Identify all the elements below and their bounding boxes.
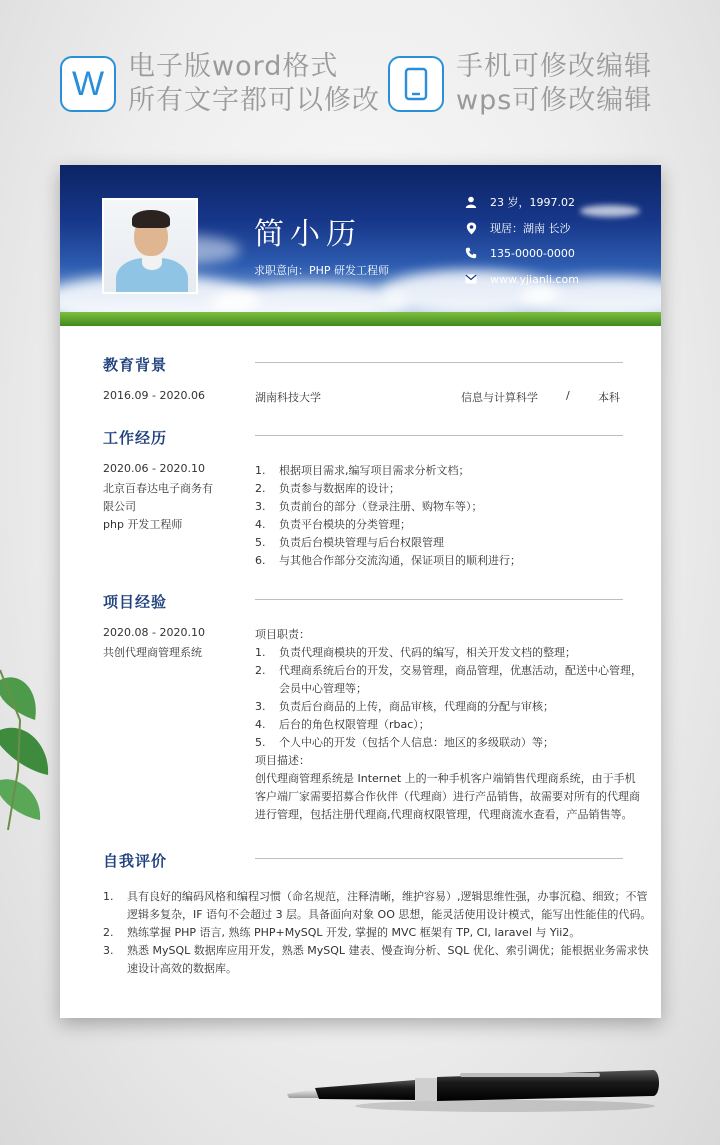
list-item: 3. 熟悉 MySQL 数据库应用开发，熟悉 MySQL 建表、慢查询分析、SQL 优化、索引调优；能根据业务需求快 (103, 944, 649, 957)
list-item: 6. 与其他合作部分交流沟通，保证项目的顺利进行； (255, 554, 521, 567)
pen-decoration (285, 1058, 665, 1118)
word-icon: W (60, 56, 116, 112)
work-company-cont: 限公司 (103, 500, 136, 513)
project-duty-label: 项目职责： (255, 628, 310, 641)
promo-mobile-title: 手机可修改编辑 (456, 51, 652, 82)
section-title-project: 项目经验 (103, 593, 168, 611)
avatar (102, 198, 198, 294)
user-icon (464, 195, 478, 209)
job-intent: 求职意向：PHP 研发工程师 (254, 264, 390, 277)
promo-mobile (388, 48, 652, 120)
phone-device-icon (388, 56, 444, 112)
contact-age: 23 岁，1997.02 (464, 194, 575, 210)
section-title-work: 工作经历 (103, 429, 168, 447)
promo-word-title: 电子版word格式 (128, 51, 339, 82)
plant-decoration (0, 660, 60, 850)
list-item-continuation: 会员中心管理等； (279, 682, 367, 695)
work-position: php 开发工程师 (103, 518, 183, 531)
mail-icon (464, 272, 478, 286)
education-period: 2016.09 - 2020.06 (103, 389, 205, 402)
work-period: 2020.06 - 2020.10 (103, 462, 205, 475)
header-banner (60, 165, 661, 326)
location-icon (464, 221, 478, 235)
grass-strip (60, 312, 661, 326)
contact-website: www.yjianli.com (464, 272, 579, 286)
contact-location: 现居：湖南 长沙 (464, 220, 571, 236)
list-item: 1. 负责代理商模块的开发、代码的编写，相关开发文档的整理； (255, 646, 576, 659)
promo-word-subtitle: 所有文字都可以修改 (128, 85, 380, 116)
education-major: 信息与计算科学 (461, 391, 538, 404)
list-item: 4. 后台的角色权限管理（rbac）； (255, 718, 430, 731)
section-divider (255, 362, 623, 363)
list-item: 5. 个人中心的开发（包括个人信息：地区的多级联动）等； (255, 736, 554, 749)
section-divider (255, 858, 623, 859)
promo-mobile-subtitle: wps可修改编辑 (456, 85, 653, 116)
work-company: 北京百春达电子商务有 (103, 482, 213, 495)
list-item: 4. 负责平台模块的分类管理； (255, 518, 411, 531)
section-title-education: 教育背景 (103, 356, 168, 374)
list-item-continuation: 逻辑多复杂，IF 语句不会超过 3 层。具备面向对象 OO 思想，能灵活使用设计模式，能写出性能佳的代码。 (127, 908, 652, 921)
candidate-name: 简小历 (254, 217, 362, 252)
section-divider (255, 599, 623, 600)
project-desc-line: 进行管理，包括注册代理商,代理商权限管理，代理商流水查看，产品销售等。 (255, 808, 633, 821)
phone-icon (464, 246, 478, 260)
education-school: 湖南科技大学 (255, 391, 321, 404)
promo-word (60, 48, 380, 120)
resume-sheet (60, 165, 661, 1018)
project-period: 2020.08 - 2020.10 (103, 626, 205, 639)
project-desc-line: 客户端厂家需要招募合作伙伴（代理商）进行产品销售，故需要对所有的代理商 (255, 790, 640, 803)
section-title-self-eval: 自我评价 (103, 852, 168, 870)
list-item: 2. 熟练掌握 PHP 语言, 熟练 PHP+MySQL 开发, 掌握的 MVC 框架有 TP, CI, laravel 与 Yii2。 (103, 926, 581, 939)
education-separator: / (566, 389, 570, 402)
list-item: 1. 具有良好的编码风格和编程习惯（命名规范，注释清晰，维护容易）,逻辑思维性强，办事沉稳、细致；不管 (103, 890, 648, 903)
project-desc-line: 创代理商管理系统是 Internet 上的一种手机客户端销售代理商系统，由于手机 (255, 772, 636, 785)
list-item: 2. 代理商系统后台的开发，交易管理，商品管理，优惠活动，配送中心管理， (255, 664, 642, 677)
project-name: 共创代理商管理系统 (103, 646, 202, 659)
education-degree: 本科 (598, 391, 620, 404)
list-item-continuation: 速设计高效的数据库。 (127, 962, 237, 975)
list-item: 3. 负责后台商品的上传，商品审核，代理商的分配与审核； (255, 700, 554, 713)
list-item: 5. 负责后台模块管理与后台权限管理 (255, 536, 444, 549)
project-desc-label: 项目描述： (255, 754, 310, 767)
list-item: 3. 负责前台的部分（登录注册、购物车等）； (255, 500, 483, 513)
contact-phone: 135-0000-0000 (464, 246, 575, 260)
section-divider (255, 435, 623, 436)
list-item: 2. 负责参与数据库的设计； (255, 482, 400, 495)
list-item: 1. 根据项目需求,编写项目需求分析文档； (255, 464, 470, 477)
